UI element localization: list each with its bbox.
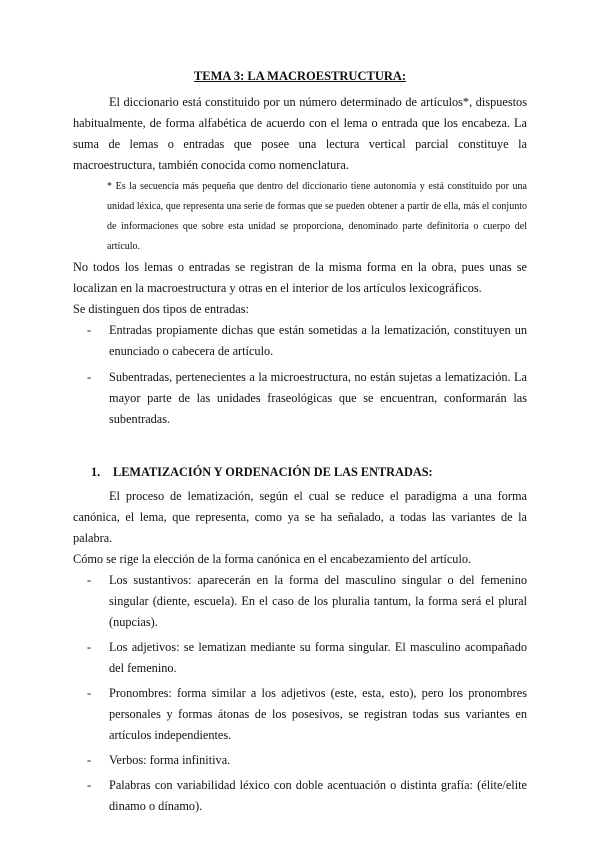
footnote: * Es la secuencia más pequeña que dentro del diccionario tiene autonomía y está constituido por una unidad léxica, que representa una serie de formas que se pueden obtener a partir de ella, más el conjunto de informaciones que sobre esta unidad se proporciona, denominado parte definitoria o cuerpo del artículo.: [107, 181, 527, 252]
section-paragraph: El proceso de lematización, según el cual se reduce el paradigma a una forma canónica, el lema, que representa, como ya se ha señalado, a todas las variantes de la palabra.: [73, 489, 527, 545]
page-title: TEMA 3: LA MACROESTRUCTURA:: [193, 69, 407, 83]
paragraph-lemas: No todos los lemas o entradas se registran de la misma forma en la obra, pues unas se localizan en la macroestructura y otras en el interior de los artículos lexicográficos.: [73, 260, 527, 295]
list-item: - Pronombres: forma similar a los adjetivos (este, esta, esto), pero los pronombres personales y formas átonas de los posesivos, se registran todas sus variantes en artículos independientes.: [73, 683, 527, 746]
list-item: - Los sustantivos: aparecerán en la forma del masculino singular o del femenino singular (diente, escuela). En el caso de los pluralia tantum, la forma será el plural (nupcias).: [73, 570, 527, 633]
entry-types-list: [73, 320, 527, 430]
paragraph-tipos: Se distinguen dos tipos de entradas:: [73, 302, 249, 316]
list-item: - Los adjetivos: se lematizan mediante su forma singular. El masculino acompañado del femenino.: [73, 637, 527, 679]
document-page: [73, 68, 527, 821]
list-item: - Verbos: forma infinitiva.: [73, 750, 527, 771]
section-heading-text: LEMATIZACIÓN Y ORDENACIÓN DE LAS ENTRADAS:: [113, 465, 433, 479]
section-number: 1.: [91, 465, 101, 479]
section-1: [73, 464, 527, 817]
intro-paragraph: El diccionario está constituido por un número determinado de artículos*, dispuestos habitualmente, de forma alfabética de acuerdo con el lema o entrada que los encabeza. La suma de lemas o entradas que posee una lectura vertical parcial constituye la macroestructura, también conocida como nomenclatura.: [73, 95, 527, 172]
list-item: - Palabras con variabilidad léxico con doble acentuación o distinta grafía: (élite/elite dinamo o dínamo).: [73, 775, 527, 817]
section-heading: [91, 464, 527, 481]
list-item: - Entradas propiamente dichas que están sometidas a la lematización, constituyen un enunciado o cabecera de artículo.: [73, 320, 527, 362]
list-item: - Subentradas, pertenecientes a la microestructura, no están sujetas a lematización. La mayor parte de las unidades fraseológicas que se encuentran, conformarán las subentradas.: [73, 367, 527, 430]
lemmatization-list: [73, 570, 527, 817]
section-paragraph-b: Cómo se rige la elección de la forma canónica en el encabezamiento del artículo.: [73, 552, 472, 566]
